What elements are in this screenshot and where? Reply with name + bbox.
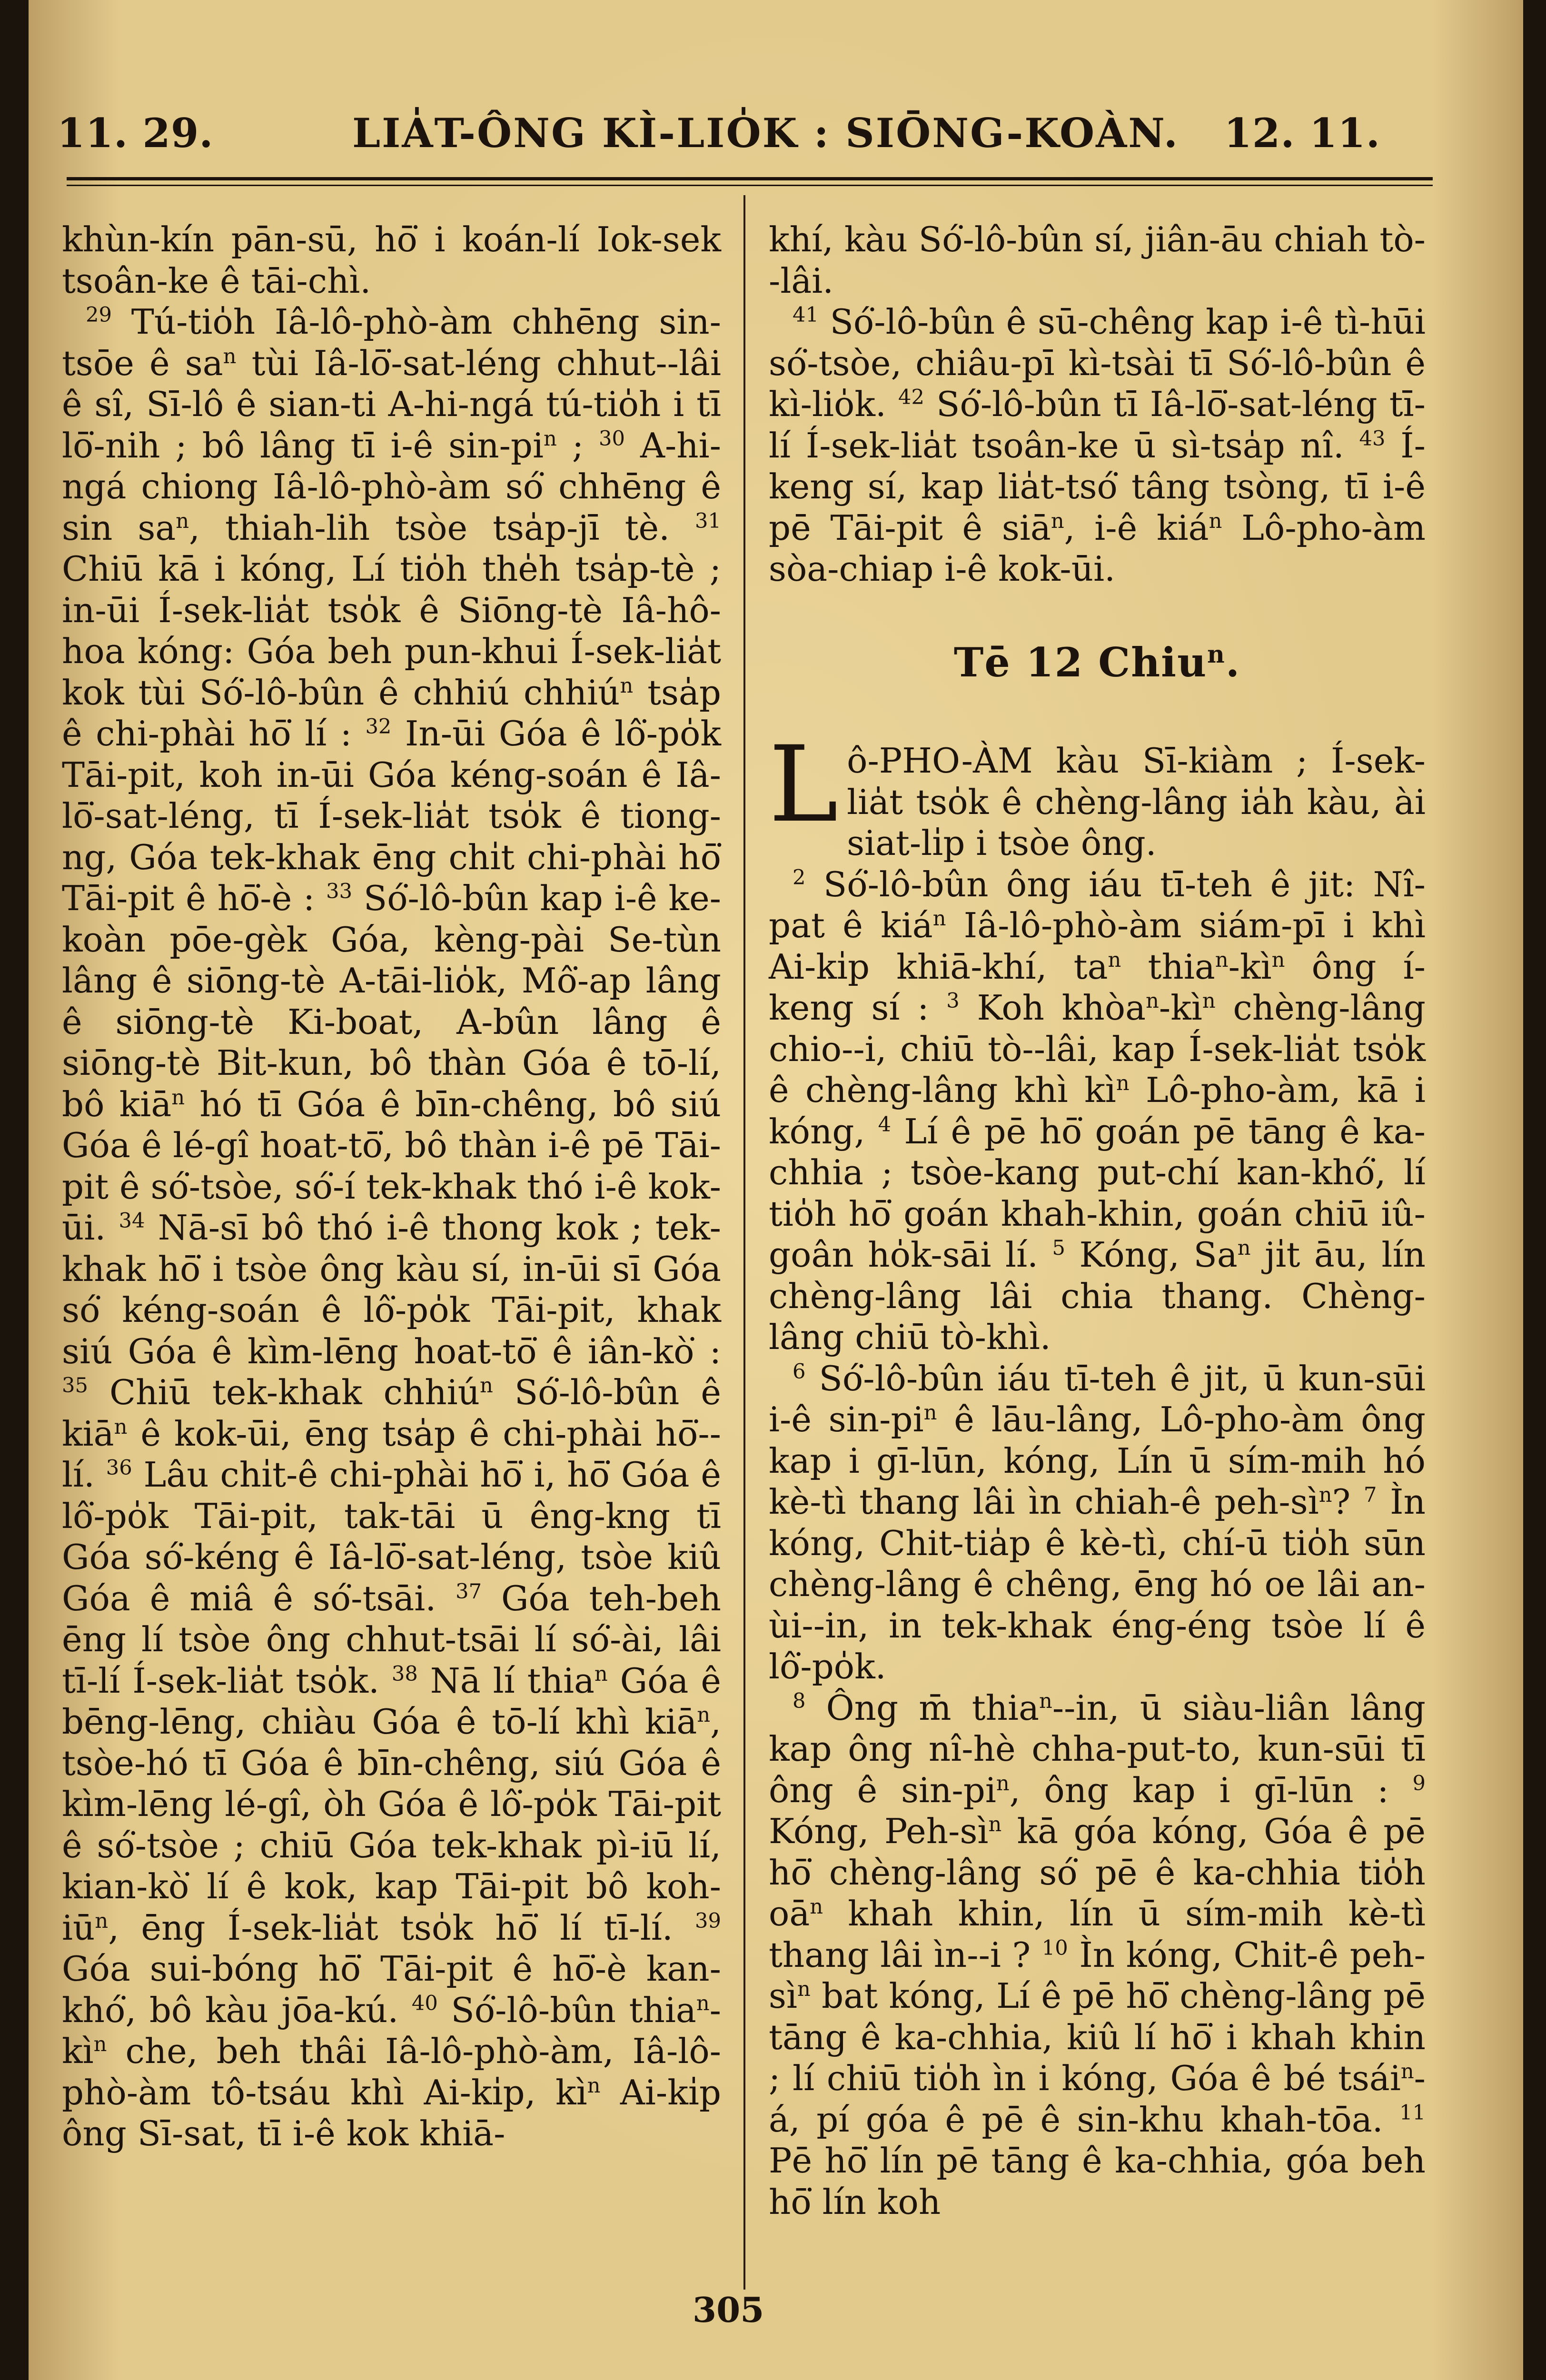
verse-number: 8: [793, 1689, 806, 1713]
verse-number: 39: [695, 1909, 721, 1933]
verse-number: 38: [391, 1662, 418, 1686]
verse-number: 11: [1399, 2101, 1426, 2125]
paragraph: $^2$ Só͘-lô-bûn ông iáu tī-teh ê jit: Nî-pat ê kiá$^n$ Iâ-lô-phò-àm siám-pī i khì Ai-ki̍p khiā-khí, $ta^n$ $thia^n-kì^n$ ông í-keng sí : $^3$ Koh $khòa^n-kì^n$ chèng-lâng chio--i, chiū tò--lâi, kap Í-sek-lia̍t tso̍k ê chèng-lâng khì $kì^n$ Lô-pho-àm, kā i kóng, $^4$ Lí ê pē hō͘ goán pē tāng ê ka-chhia ; tsòe-kang put-chí kan-khó͘, lí tio̍h hō͘ goán khah-khin, goán chiū iû-goân ho̍k-sāi lí. $^5$ Kóng, Sa$^n$ ji̍t āu, lín chèng-lâng lâi chia thang. Chèng-lâng chiū tò-khì.: [769, 864, 1426, 1357]
header-rule-thick: [67, 177, 1433, 180]
verse-number: 6: [793, 1359, 806, 1384]
verse-number: 30: [599, 426, 625, 451]
left-column: [62, 219, 721, 2154]
running-head-left-ref: 11. 29.: [57, 109, 214, 157]
paragraph: Lô-PHO-ÀM kàu Sī-kiàm ; Í-sek-lia̍t tso̍k ê chèng-lâng ia̍h kàu, ài siat-li̍p i tsòe ông.: [769, 724, 1426, 863]
book-page: [29, 0, 1523, 2380]
verse-number: 35: [62, 1374, 88, 1398]
header-rule-thin: [67, 185, 1433, 186]
paragraph: $^6$ Só͘-lô-bûn iáu tī-teh ê jit, ū kun-sūi i-ê $\sin-pi^n$ ê lāu-lâng, Lô-pho-àm ông kap i gī-lūn, kóng, Lín ū sím-mih hó kè-tì thang lâi ìn chiah-ê peh-$sì^n$? $^7$ Ìn kóng, Chit-tia̍p ê kè-tì, chí-ū tio̍h sūn chèng-lâng ê chêng, ēng hó oe lâi an-ùi--in, in tek-khak éng-éng tsòe lí ê lô͘-po̍k.: [769, 1358, 1426, 1686]
verse-number: 2: [793, 865, 806, 890]
verse-number: 36: [106, 1456, 132, 1480]
chapter-heading: Tē 12 Chiu$^n$.: [953, 638, 1241, 686]
verse-number: 33: [326, 880, 353, 903]
verse-number: 34: [119, 1209, 145, 1233]
running-head-title: LIA̍T-ÔNG KÌ-LIO̍K : SIŌNG-KOÀN.: [352, 109, 1179, 157]
running-head-right-ref: 12. 11.: [1224, 109, 1380, 157]
paragraph: $^{41}$ Só͘-lô-bûn ê sū-chêng kap i-ê tì-hūi só͘-tsòe, chiâu-pī kì-tsài tī Só͘-lô-bûn ê kì-lio̍k. $^{42}$ Só͘-lô-bûn tī Iâ-lō͘-sat-léng tī-lí Í-sek-lia̍t tsoân-ke ū sì-tsa̍p nî. $^{43}$ Í-keng sí, kap lia̍t-tsó͘ tâng tsòng, tī i-ê pē Tāi-pit ê siā$^n$, i-ê kiá$^n$ Lô-pho-àm sòa-chiap i-ê kok-ūi.: [769, 302, 1426, 589]
verse-number: 10: [1041, 1936, 1068, 1960]
paragraph: khùn-kín pān-sū, hō͘ i koán-lí Iok-sek tsoân-ke ê tāi-chì.: [62, 219, 721, 301]
verse-number: 31: [695, 509, 722, 533]
verse-number: 40: [411, 1991, 438, 2015]
drop-cap: L: [769, 724, 839, 845]
verse-number: 29: [86, 303, 112, 327]
verse-number: 41: [793, 303, 819, 327]
paragraph: $^{29}$ Tú-tio̍h Iâ-lô-phò-àm chhēng sin-tsōe ê $sa^n$ tùi Iâ-lō͘-sat-léng chhut--lâi ê sî, Sī-lô ê sian-ti A-hi-ngá tú-tio̍h i tī lō͘-nih ; bô lâng tī i-ê $\sin-pi^n$ ; $^{30}$ A-hi-ngá chiong Iâ-lô-phò-àm só͘ chhēng ê $\sin sa^n$, thiah-lih tsòe tsa̍p-jī tè. $^{31}$ Chiū kā i kóng, Lí tio̍h the̍h tsa̍p-tè ; in-ūi Í-sek-lia̍t tso̍k ê Siōng-tè Iâ-hô-hoa kóng: Góa beh pun-khui Í-sek-lia̍t kok tùi Só͘-lô-bûn ê chhiú chhiú$^n$ tsa̍p ê chi-phài hō͘ lí : $^{32}$ In-ūi Góa ê lô͘-po̍k Tāi-pit, koh in-ūi Góa kéng-soán ê Iâ-lō͘-sat-léng, tī Í-sek-lia̍t tso̍k ê tiong-ng, Góa tek-khak ēng chi̍t chi-phài hō͘ Tāi-pit ê hō͘-è : $^{33}$ Só͘-lô-bûn kap i-ê ke-koàn pōe-gèk Góa, kèng-pài Se-tùn lâng ê siōng-tè A-tāi-lio̍k, Mô͘-ap lâng ê siōng-tè Ki-boat, A-bûn lâng ê siōng-tè Bi̍t-kun, bô thàn Góa ê tō-lí, bô kiā$^n$ hó tī Góa ê bīn-chêng, bô siú Góa ê lé-gî hoat-tō͘, bô thàn i-ê pē Tāi-pit ê só͘-tsòe, só͘-í tek-khak thó i-ê kok-ūi. $^{34}$ Nā-sī bô thó i-ê thong kok ; tek-khak hō͘ i tsòe ông kàu sí, in-ūi sī Góa só͘ kéng-soán ê lô͘-po̍k Tāi-pit, khak siú Góa ê kìm-lēng hoat-tō͘ ê iân-kò͘ : $^{35}$ Chiū tek-khak chhiú$^n$ Só͘-lô-bûn ê kiā$^n$ ê kok-ūi, ēng tsa̍p ê chi-phài hō͘--lí. $^{36}$ Lâu chi̍t-ê chi-phài hō͘ i, hō͘ Góa ê lô͘-po̍k Tāi-pit, tak-tāi ū êng-kng tī Góa só͘-kéng ê Iâ-lō͘-sat-léng, tsòe kiû Góa ê miâ ê só͘-tsāi. $^{37}$ Góa teh-beh ēng lí tsòe ông chhut-tsāi lí só͘-ài, lâi tī-lí Í-sek-lia̍t tso̍k. $^{38}$ Nā lí thia$^n$ Góa ê bēng-lēng, chiàu Góa ê tō-lí khì kiā$^n$, tsòe-hó tī Góa ê bīn-chêng, siú Góa ê kìm-lēng lé-gî, òh Góa ê lô͘-po̍k Tāi-pit ê só͘-tsòe ; chiū Góa tek-khak pì-iū lí, kian-kò͘ lí ê kok, kap Tāi-pit bô koh-$iū^n$, ēng Í-sek-lia̍t tso̍k hō͘ lí tī-lí. $^{39}$ Góa sui-bóng hō͘ Tāi-pit ê hō͘-è kan-khó͘, bô kàu jōa-kú. $^{40}$ Só͘-lô-bûn $thia^n-kì^n$ che, beh thâi Iâ-lô-phò-àm, Iâ-lô-phò-àm tô-tsáu khì Ai-ki̍p, $kì^n$ Ai-ki̍p ông Sī-sat, tī i-ê kok khiā-: [62, 302, 722, 2153]
verse-number: 37: [456, 1579, 482, 1604]
paragraph: khí, kàu Só͘-lô-bûn sí, jiân-āu chiah tò--lâi.: [769, 219, 1426, 301]
verse-number: 7: [1363, 1483, 1377, 1507]
verse-number: 32: [365, 715, 392, 739]
verse-number: 43: [1359, 426, 1386, 451]
paragraph: $^8$ Ông m̄ thia$^n$--in, ū siàu-liân lâng kap ông nî-hè chha-put-to, kun-sūi tī ông ê $\sin-pi^n$, ông kap i gī-lūn : $^9$ Kóng, Peh-$sì^n$ kā góa kóng, Góa ê pē hō͘ chèng-lâng só͘ pē ê ka-chhia tio̍h $oā^n$ khah khin, lín ū sím-mih kè-tì thang lâi ìn--i ? $^{10}$ Ìn kóng, Chit-ê peh-$sì^n$ bat kóng, Lí ê pē hō͘ chèng-lâng pē tāng ê ka-chhia, kiû lí hō͘ i khah khin ; lí chiū tio̍h ìn i kóng, Góa ê bé tsái$^n$-á, pí góa ê pē ê sin-khu khah-tōa. $^{11}$ Pē hō͘ lín pē tāng ê ka-chhia, góa beh hō͘ lín koh: [769, 1687, 1426, 2222]
column-divider: [743, 195, 745, 2290]
verse-number: 42: [898, 386, 925, 409]
verse-number: 9: [1412, 1771, 1426, 1795]
verse-number: 3: [946, 989, 960, 1013]
right-column: [769, 219, 1426, 2222]
page-number: 305: [693, 2290, 764, 2330]
verse-number: 5: [1052, 1236, 1065, 1260]
verse-number: 4: [878, 1112, 892, 1137]
